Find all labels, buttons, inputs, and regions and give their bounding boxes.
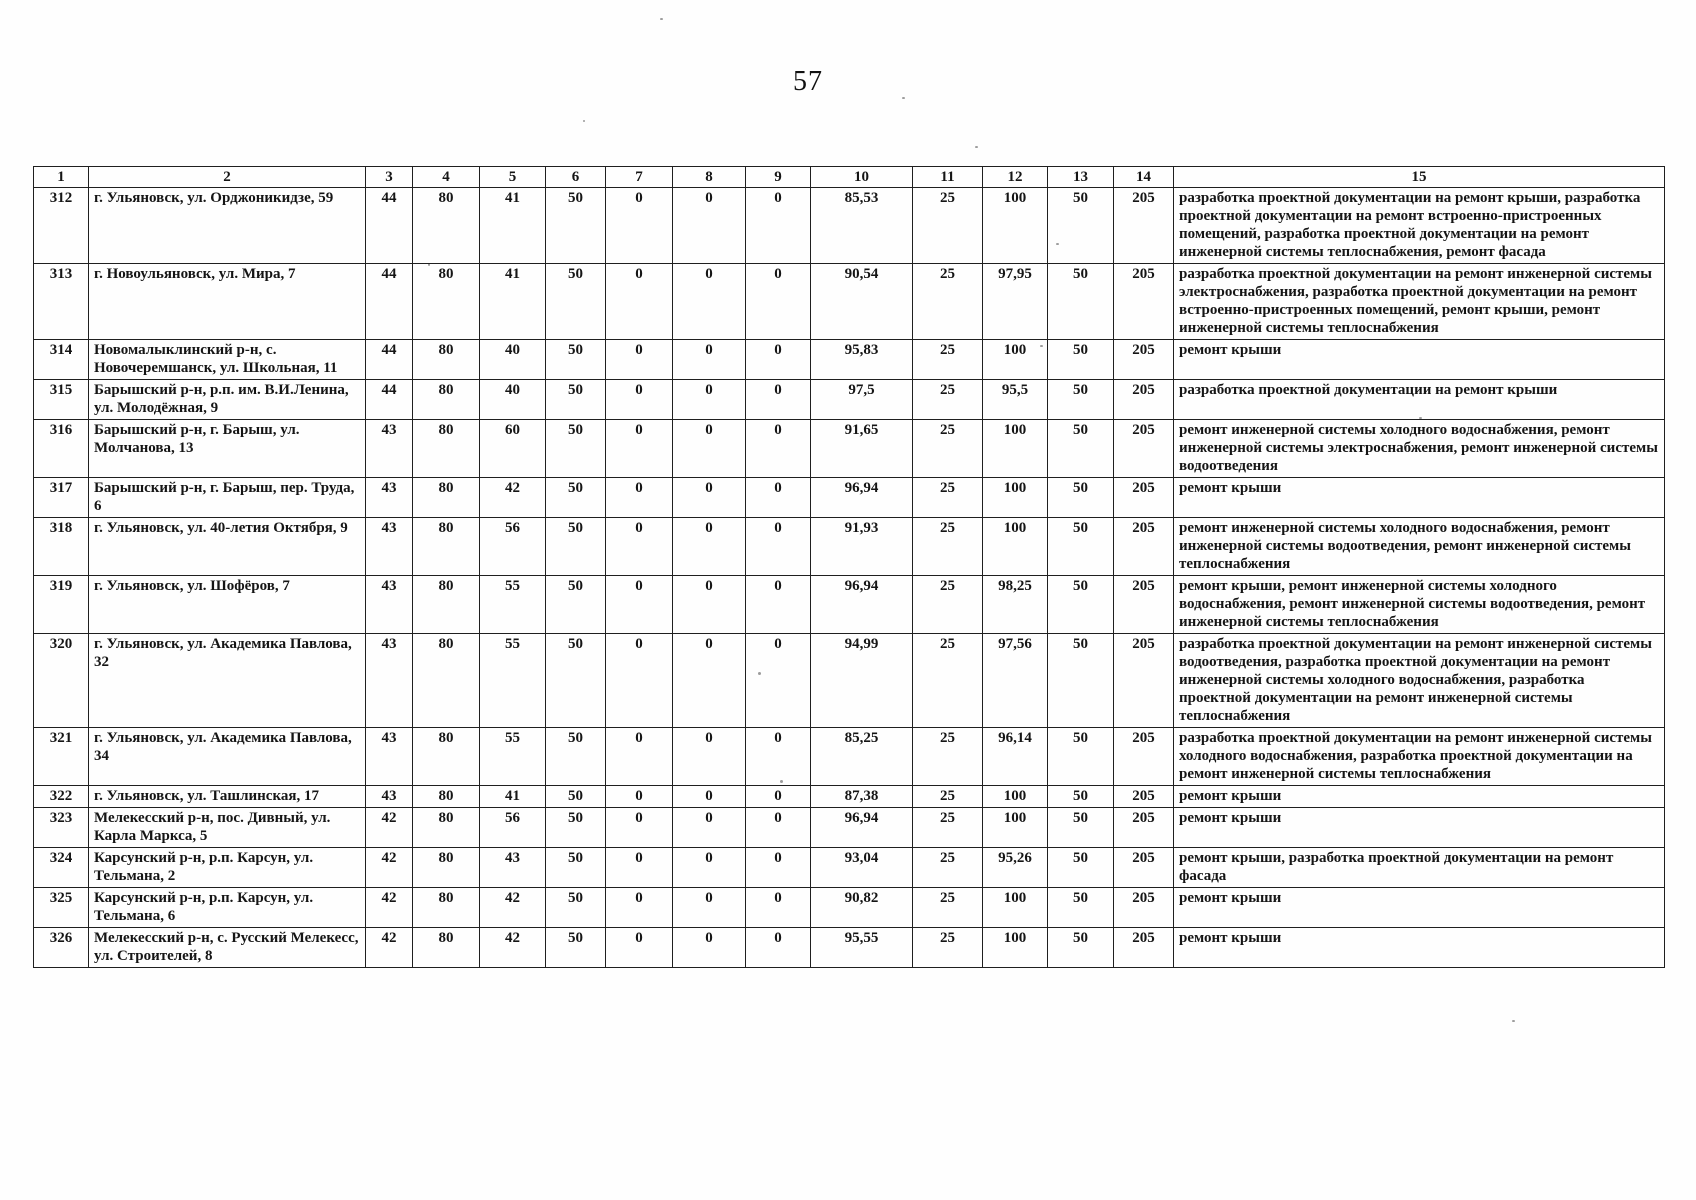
value-cell: 0 (606, 576, 673, 634)
table-row (34, 380, 1665, 420)
value-cell: 205 (1114, 848, 1174, 888)
table-row (34, 786, 1665, 808)
address-cell: г. Ульяновск, ул. Ташлинская, 17 (89, 786, 366, 808)
value-cell: 205 (1114, 786, 1174, 808)
row-number-cell: 314 (34, 340, 89, 380)
value-cell: 25 (913, 340, 983, 380)
value-cell: 80 (413, 518, 480, 576)
works-description-cell: ремонт крыши (1174, 340, 1665, 380)
row-number-cell: 325 (34, 888, 89, 928)
value-cell: 80 (413, 848, 480, 888)
repair-program-table (33, 166, 1665, 968)
value-cell: 60 (480, 420, 546, 478)
value-cell: 0 (673, 264, 746, 340)
table-row (34, 264, 1665, 340)
value-cell: 94,99 (811, 634, 913, 728)
value-cell: 80 (413, 478, 480, 518)
value-cell: 100 (983, 518, 1048, 576)
value-cell: 205 (1114, 576, 1174, 634)
works-description-cell: разработка проектной документации на ремонт инженерной системы водоотведения, разработка проектной документации на ремонт инженерной системы холодного водоснабжения, разработка проектной документации на ремонт инженерной системы теплоснабжения (1174, 634, 1665, 728)
column-header: 2 (89, 167, 366, 188)
value-cell: 100 (983, 188, 1048, 264)
value-cell: 41 (480, 264, 546, 340)
scan-speckle (1512, 1020, 1515, 1022)
address-cell: Мелекесский р-н, с. Русский Мелекесс, ул. Строителей, 8 (89, 928, 366, 968)
value-cell: 80 (413, 420, 480, 478)
value-cell: 0 (606, 848, 673, 888)
value-cell: 0 (673, 576, 746, 634)
column-header: 11 (913, 167, 983, 188)
address-cell: Карсунский р-н, р.п. Карсун, ул. Тельмана, 6 (89, 888, 366, 928)
value-cell: 80 (413, 264, 480, 340)
value-cell: 80 (413, 808, 480, 848)
row-number-cell: 320 (34, 634, 89, 728)
row-number-cell: 321 (34, 728, 89, 786)
value-cell: 42 (366, 808, 413, 848)
value-cell: 43 (366, 518, 413, 576)
value-cell: 55 (480, 728, 546, 786)
value-cell: 25 (913, 518, 983, 576)
column-header: 7 (606, 167, 673, 188)
value-cell: 95,55 (811, 928, 913, 968)
value-cell: 25 (913, 728, 983, 786)
row-number-cell: 316 (34, 420, 89, 478)
value-cell: 44 (366, 380, 413, 420)
works-description-cell: ремонт крыши (1174, 888, 1665, 928)
value-cell: 0 (606, 420, 673, 478)
value-cell: 50 (1048, 264, 1114, 340)
value-cell: 205 (1114, 478, 1174, 518)
row-number-cell: 326 (34, 928, 89, 968)
value-cell: 50 (546, 634, 606, 728)
value-cell: 50 (546, 478, 606, 518)
row-number-cell: 322 (34, 786, 89, 808)
value-cell: 25 (913, 478, 983, 518)
value-cell: 40 (480, 380, 546, 420)
value-cell: 43 (366, 728, 413, 786)
column-header: 14 (1114, 167, 1174, 188)
value-cell: 205 (1114, 518, 1174, 576)
value-cell: 98,25 (983, 576, 1048, 634)
table-row (34, 888, 1665, 928)
value-cell: 50 (1048, 848, 1114, 888)
value-cell: 205 (1114, 188, 1174, 264)
value-cell: 0 (746, 478, 811, 518)
value-cell: 0 (673, 848, 746, 888)
value-cell: 0 (673, 786, 746, 808)
value-cell: 80 (413, 728, 480, 786)
value-cell: 0 (673, 634, 746, 728)
value-cell: 44 (366, 340, 413, 380)
value-cell: 42 (480, 888, 546, 928)
value-cell: 100 (983, 928, 1048, 968)
works-description-cell: разработка проектной документации на ремонт крыши, разработка проектной документации на ремонт встроенно-пристроенных помещений, разработка проектной документации на ремонт инженерной системы теплоснабжения, ремонт фасада (1174, 188, 1665, 264)
value-cell: 0 (673, 420, 746, 478)
value-cell: 0 (746, 848, 811, 888)
row-number-cell: 312 (34, 188, 89, 264)
value-cell: 25 (913, 928, 983, 968)
value-cell: 96,94 (811, 576, 913, 634)
value-cell: 85,25 (811, 728, 913, 786)
works-description-cell: ремонт крыши (1174, 478, 1665, 518)
table-row (34, 518, 1665, 576)
value-cell: 100 (983, 340, 1048, 380)
value-cell: 50 (1048, 420, 1114, 478)
value-cell: 80 (413, 928, 480, 968)
value-cell: 0 (606, 928, 673, 968)
column-header: 1 (34, 167, 89, 188)
value-cell: 96,14 (983, 728, 1048, 786)
column-header: 4 (413, 167, 480, 188)
value-cell: 50 (546, 264, 606, 340)
value-cell: 87,38 (811, 786, 913, 808)
value-cell: 0 (606, 518, 673, 576)
address-cell: Барышский р-н, г. Барыш, ул. Молчанова, 13 (89, 420, 366, 478)
value-cell: 43 (366, 478, 413, 518)
column-header: 3 (366, 167, 413, 188)
value-cell: 42 (366, 888, 413, 928)
column-header: 9 (746, 167, 811, 188)
value-cell: 0 (746, 928, 811, 968)
column-header: 5 (480, 167, 546, 188)
value-cell: 0 (673, 188, 746, 264)
address-cell: Мелекесский р-н, пос. Дивный, ул. Карла Маркса, 5 (89, 808, 366, 848)
value-cell: 50 (1048, 518, 1114, 576)
scan-speckle (902, 97, 905, 99)
value-cell: 0 (746, 420, 811, 478)
value-cell: 25 (913, 848, 983, 888)
scan-speckle (660, 18, 663, 20)
column-header: 12 (983, 167, 1048, 188)
value-cell: 100 (983, 478, 1048, 518)
value-cell: 56 (480, 518, 546, 576)
works-description-cell: ремонт крыши (1174, 786, 1665, 808)
works-description-cell: ремонт крыши (1174, 808, 1665, 848)
value-cell: 205 (1114, 420, 1174, 478)
value-cell: 50 (546, 380, 606, 420)
value-cell: 100 (983, 786, 1048, 808)
value-cell: 55 (480, 576, 546, 634)
address-cell: г. Ульяновск, ул. Академика Павлова, 34 (89, 728, 366, 786)
header-row (34, 167, 1665, 188)
value-cell: 41 (480, 188, 546, 264)
column-header: 6 (546, 167, 606, 188)
value-cell: 42 (366, 848, 413, 888)
row-number-cell: 313 (34, 264, 89, 340)
value-cell: 91,65 (811, 420, 913, 478)
value-cell: 0 (746, 340, 811, 380)
value-cell: 0 (673, 808, 746, 848)
address-cell: г. Ульяновск, ул. Академика Павлова, 32 (89, 634, 366, 728)
value-cell: 25 (913, 634, 983, 728)
value-cell: 0 (746, 380, 811, 420)
value-cell: 80 (413, 634, 480, 728)
page-number: 57 (793, 66, 823, 97)
works-description-cell: разработка проектной документации на ремонт инженерной системы холодного водоснабжения, разработка проектной документации на ремонт инженерной системы теплоснабжения (1174, 728, 1665, 786)
value-cell: 43 (366, 420, 413, 478)
value-cell: 0 (606, 380, 673, 420)
works-description-cell: разработка проектной документации на ремонт инженерной системы электроснабжения, разработка проектной документации на ремонт встроенно-пристроенных помещений, ремонт крыши, ремонт инженерной системы теплоснабжения (1174, 264, 1665, 340)
value-cell: 50 (546, 518, 606, 576)
value-cell: 25 (913, 420, 983, 478)
value-cell: 205 (1114, 728, 1174, 786)
value-cell: 50 (1048, 786, 1114, 808)
address-cell: Барышский р-н, р.п. им. В.И.Ленина, ул. Молодёжная, 9 (89, 380, 366, 420)
value-cell: 25 (913, 888, 983, 928)
value-cell: 25 (913, 786, 983, 808)
table-row (34, 634, 1665, 728)
value-cell: 0 (746, 786, 811, 808)
value-cell: 205 (1114, 380, 1174, 420)
value-cell: 97,95 (983, 264, 1048, 340)
value-cell: 50 (1048, 888, 1114, 928)
value-cell: 0 (746, 888, 811, 928)
value-cell: 100 (983, 808, 1048, 848)
value-cell: 0 (673, 380, 746, 420)
value-cell: 50 (1048, 928, 1114, 968)
value-cell: 0 (746, 728, 811, 786)
value-cell: 80 (413, 340, 480, 380)
value-cell: 43 (366, 786, 413, 808)
value-cell: 0 (606, 264, 673, 340)
value-cell: 96,94 (811, 478, 913, 518)
works-description-cell: ремонт крыши (1174, 928, 1665, 968)
value-cell: 50 (1048, 380, 1114, 420)
value-cell: 0 (606, 478, 673, 518)
column-header: 15 (1174, 167, 1665, 188)
works-description-cell: ремонт крыши, разработка проектной документации на ремонт фасада (1174, 848, 1665, 888)
value-cell: 0 (673, 340, 746, 380)
value-cell: 97,5 (811, 380, 913, 420)
table-row (34, 848, 1665, 888)
column-header: 10 (811, 167, 913, 188)
value-cell: 50 (546, 576, 606, 634)
value-cell: 42 (480, 928, 546, 968)
value-cell: 44 (366, 188, 413, 264)
column-header: 13 (1048, 167, 1114, 188)
value-cell: 41 (480, 786, 546, 808)
value-cell: 205 (1114, 264, 1174, 340)
value-cell: 0 (673, 478, 746, 518)
table-header (34, 167, 1665, 188)
row-number-cell: 317 (34, 478, 89, 518)
table-row (34, 188, 1665, 264)
value-cell: 93,04 (811, 848, 913, 888)
value-cell: 0 (673, 888, 746, 928)
value-cell: 50 (546, 848, 606, 888)
value-cell: 42 (366, 928, 413, 968)
value-cell: 80 (413, 380, 480, 420)
value-cell: 0 (746, 264, 811, 340)
value-cell: 0 (606, 634, 673, 728)
value-cell: 50 (546, 786, 606, 808)
row-number-cell: 324 (34, 848, 89, 888)
table-row (34, 420, 1665, 478)
value-cell: 85,53 (811, 188, 913, 264)
value-cell: 0 (746, 808, 811, 848)
value-cell: 0 (673, 928, 746, 968)
value-cell: 90,82 (811, 888, 913, 928)
value-cell: 43 (480, 848, 546, 888)
value-cell: 0 (673, 518, 746, 576)
value-cell: 0 (606, 340, 673, 380)
value-cell: 44 (366, 264, 413, 340)
value-cell: 80 (413, 786, 480, 808)
value-cell: 50 (1048, 576, 1114, 634)
value-cell: 43 (366, 634, 413, 728)
value-cell: 100 (983, 420, 1048, 478)
value-cell: 95,26 (983, 848, 1048, 888)
row-number-cell: 315 (34, 380, 89, 420)
value-cell: 50 (546, 928, 606, 968)
table-row (34, 928, 1665, 968)
value-cell: 205 (1114, 928, 1174, 968)
value-cell: 100 (983, 888, 1048, 928)
value-cell: 97,56 (983, 634, 1048, 728)
value-cell: 80 (413, 576, 480, 634)
works-description-cell: ремонт инженерной системы холодного водоснабжения, ремонт инженерной системы электроснабжения, ремонт инженерной системы водоотведения (1174, 420, 1665, 478)
value-cell: 80 (413, 888, 480, 928)
value-cell: 80 (413, 188, 480, 264)
value-cell: 0 (606, 728, 673, 786)
table-row (34, 728, 1665, 786)
table-row (34, 808, 1665, 848)
address-cell: г. Новоульяновск, ул. Мира, 7 (89, 264, 366, 340)
table-row (34, 576, 1665, 634)
value-cell: 50 (546, 420, 606, 478)
works-description-cell: ремонт инженерной системы холодного водоснабжения, ремонт инженерной системы водоотведения, ремонт инженерной системы теплоснабжения (1174, 518, 1665, 576)
value-cell: 90,54 (811, 264, 913, 340)
value-cell: 50 (546, 888, 606, 928)
value-cell: 50 (1048, 728, 1114, 786)
value-cell: 55 (480, 634, 546, 728)
value-cell: 25 (913, 264, 983, 340)
works-description-cell: разработка проектной документации на ремонт крыши (1174, 380, 1665, 420)
table-row (34, 340, 1665, 380)
value-cell: 50 (546, 808, 606, 848)
address-cell: г. Ульяновск, ул. Орджоникидзе, 59 (89, 188, 366, 264)
value-cell: 25 (913, 808, 983, 848)
value-cell: 0 (746, 634, 811, 728)
scan-speckle (975, 146, 978, 148)
value-cell: 0 (746, 576, 811, 634)
address-cell: г. Ульяновск, ул. Шофёров, 7 (89, 576, 366, 634)
value-cell: 50 (546, 340, 606, 380)
value-cell: 0 (746, 518, 811, 576)
column-header: 8 (673, 167, 746, 188)
value-cell: 25 (913, 188, 983, 264)
value-cell: 0 (606, 188, 673, 264)
row-number-cell: 323 (34, 808, 89, 848)
value-cell: 25 (913, 576, 983, 634)
value-cell: 205 (1114, 808, 1174, 848)
value-cell: 50 (1048, 634, 1114, 728)
value-cell: 0 (673, 728, 746, 786)
value-cell: 50 (1048, 478, 1114, 518)
scan-speckle (583, 120, 585, 122)
value-cell: 0 (606, 808, 673, 848)
value-cell: 205 (1114, 888, 1174, 928)
value-cell: 43 (366, 576, 413, 634)
value-cell: 91,93 (811, 518, 913, 576)
address-cell: Барышский р-н, г. Барыш, пер. Труда, 6 (89, 478, 366, 518)
row-number-cell: 318 (34, 518, 89, 576)
value-cell: 205 (1114, 634, 1174, 728)
table-row (34, 478, 1665, 518)
value-cell: 96,94 (811, 808, 913, 848)
address-cell: г. Ульяновск, ул. 40-летия Октября, 9 (89, 518, 366, 576)
value-cell: 50 (546, 728, 606, 786)
value-cell: 0 (746, 188, 811, 264)
value-cell: 0 (606, 786, 673, 808)
address-cell: Карсунский р-н, р.п. Карсун, ул. Тельмана, 2 (89, 848, 366, 888)
value-cell: 50 (1048, 188, 1114, 264)
table-body (34, 188, 1665, 968)
value-cell: 95,83 (811, 340, 913, 380)
value-cell: 56 (480, 808, 546, 848)
works-description-cell: ремонт крыши, ремонт инженерной системы холодного водоснабжения, ремонт инженерной системы водоотведения, ремонт инженерной системы теплоснабжения (1174, 576, 1665, 634)
value-cell: 40 (480, 340, 546, 380)
value-cell: 50 (1048, 808, 1114, 848)
value-cell: 50 (546, 188, 606, 264)
value-cell: 205 (1114, 340, 1174, 380)
value-cell: 50 (1048, 340, 1114, 380)
row-number-cell: 319 (34, 576, 89, 634)
value-cell: 25 (913, 380, 983, 420)
value-cell: 42 (480, 478, 546, 518)
address-cell: Новомалыклинский р-н, с. Новочеремшанск, ул. Школьная, 11 (89, 340, 366, 380)
value-cell: 0 (606, 888, 673, 928)
value-cell: 95,5 (983, 380, 1048, 420)
